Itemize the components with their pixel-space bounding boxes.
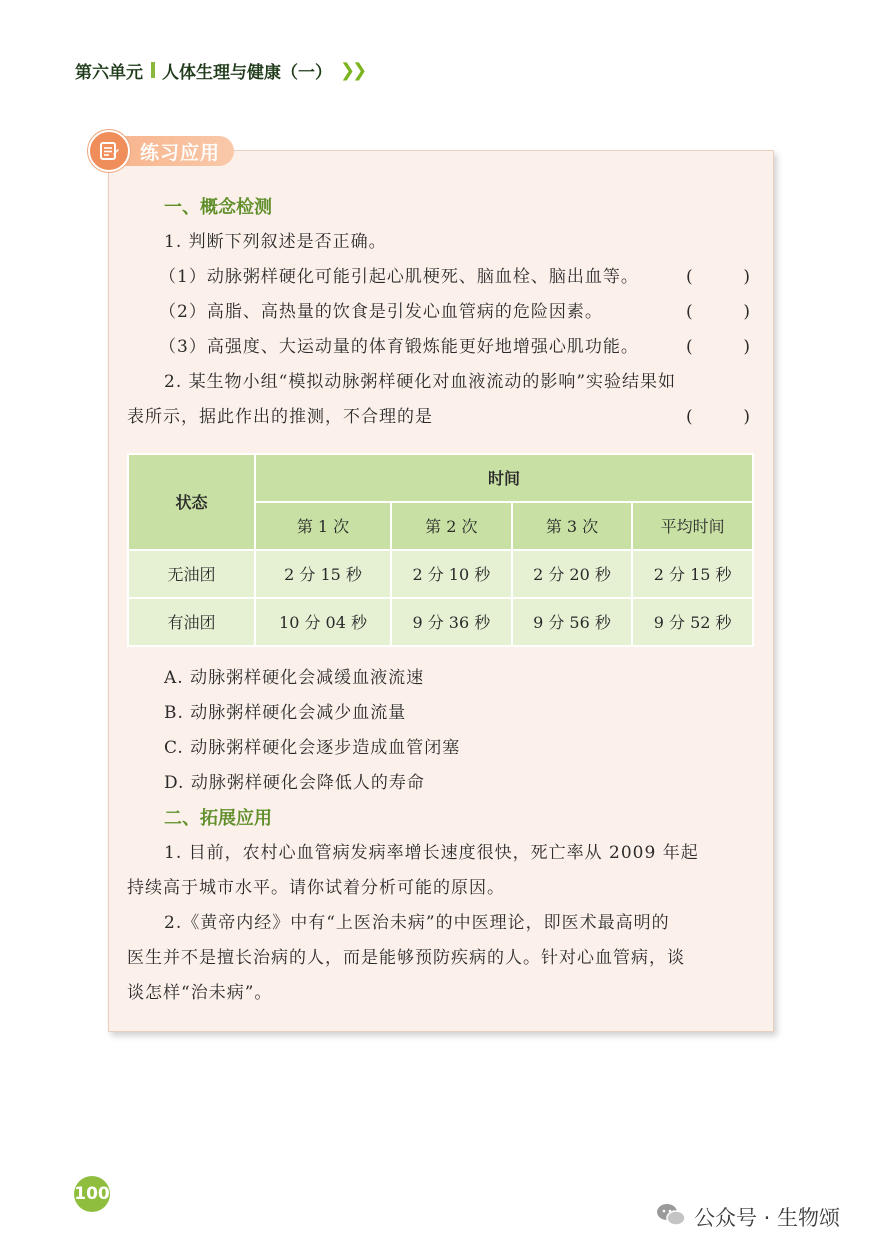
answer-blank[interactable]: ( ) <box>686 407 750 427</box>
table-col-header: 第 1 次 <box>255 502 391 550</box>
table-row <box>128 598 753 646</box>
notepad-icon <box>88 130 130 172</box>
badge-label: 练习应用 <box>114 136 234 166</box>
option-a[interactable]: A. 动脉粥样硬化会减缓血液流速 <box>164 668 425 688</box>
q2-stem-line2-row <box>127 400 754 435</box>
ext-q2-line1: 2.《黄帝内经》中有“上医治未病”的中医理论，即医术最高明的 <box>164 913 670 933</box>
table-col-header: 平均时间 <box>632 502 753 550</box>
table-col-header: 第 2 次 <box>391 502 512 550</box>
ext-q2-line2: 医生并不是擅长治病的人，而是能够预防疾病的人。针对心血管病，谈 <box>127 948 685 968</box>
table-cell: 2 分 15 秒 <box>255 550 391 598</box>
table-cell-state: 有油团 <box>128 598 255 646</box>
table-cell: 2 分 20 秒 <box>512 550 633 598</box>
table-row <box>128 550 753 598</box>
table-cell: 2 分 15 秒 <box>632 550 753 598</box>
experiment-table <box>127 453 754 647</box>
option-b[interactable]: B. 动脉粥样硬化会减少血流量 <box>164 703 407 723</box>
q1-item-text: （2）高脂、高热量的饮食是引发心血管病的危险因素。 <box>159 302 603 322</box>
q1-item-text: （1）动脉粥样硬化可能引起心肌梗死、脑血栓、脑出血等。 <box>159 267 639 287</box>
q1-stem: 1. 判断下列叙述是否正确。 <box>164 232 387 252</box>
table-cell: 9 分 56 秒 <box>512 598 633 646</box>
ext-q2-line3: 谈怎样“治未病”。 <box>127 983 273 1003</box>
answer-blank[interactable]: ( ) <box>686 267 750 287</box>
table-cell: 9 分 36 秒 <box>391 598 512 646</box>
q2-stem-line1: 2. 某生物小组“模拟动脉粥样硬化对血液流动的影响”实验结果如 <box>164 372 677 392</box>
wechat-icon <box>656 1202 686 1233</box>
table-cell: 2 分 10 秒 <box>391 550 512 598</box>
watermark-text: 公众号 · 生物颂 <box>694 1206 841 1230</box>
page-number: 100 <box>74 1176 110 1212</box>
table-header-state: 状态 <box>128 454 255 550</box>
double-chevron-icon: ❯❯ <box>340 59 365 81</box>
header-divider <box>151 62 155 78</box>
exercise-badge <box>88 131 234 171</box>
exercise-content <box>127 190 754 1011</box>
watermark <box>656 1203 840 1231</box>
answer-blank[interactable]: ( ) <box>686 337 750 357</box>
ext-q1-line2: 持续高于城市水平。请你试着分析可能的原因。 <box>127 878 505 898</box>
unit-label: 第六单元 <box>75 62 143 83</box>
chapter-header <box>75 56 364 84</box>
option-d[interactable]: D. 动脉粥样硬化会降低人的寿命 <box>164 773 425 793</box>
table-cell: 9 分 52 秒 <box>632 598 753 646</box>
table-cell-state: 无油团 <box>128 550 255 598</box>
q1-item-2 <box>127 295 754 330</box>
section-title-concept: 一、概念检测 <box>164 197 272 218</box>
q1-item-text: （3）高强度、大运动量的体育锻炼能更好地增强心肌功能。 <box>159 337 639 357</box>
table-col-header: 第 3 次 <box>512 502 633 550</box>
q1-item-3 <box>127 330 754 365</box>
table-header-time: 时间 <box>255 454 753 502</box>
ext-q1-line1: 1. 目前，农村心血管病发病率增长速度很快，死亡率从 2009 年起 <box>164 843 699 863</box>
q1-item-1 <box>127 260 754 295</box>
chapter-title: 人体生理与健康（一） <box>162 62 332 83</box>
answer-blank[interactable]: ( ) <box>686 302 750 322</box>
section-title-extension: 二、拓展应用 <box>164 808 272 829</box>
option-c[interactable]: C. 动脉粥样硬化会逐步造成血管闭塞 <box>164 738 461 758</box>
table-cell: 10 分 04 秒 <box>255 598 391 646</box>
q2-stem-line2: 表所示，据此作出的推测，不合理的是 <box>127 407 433 427</box>
